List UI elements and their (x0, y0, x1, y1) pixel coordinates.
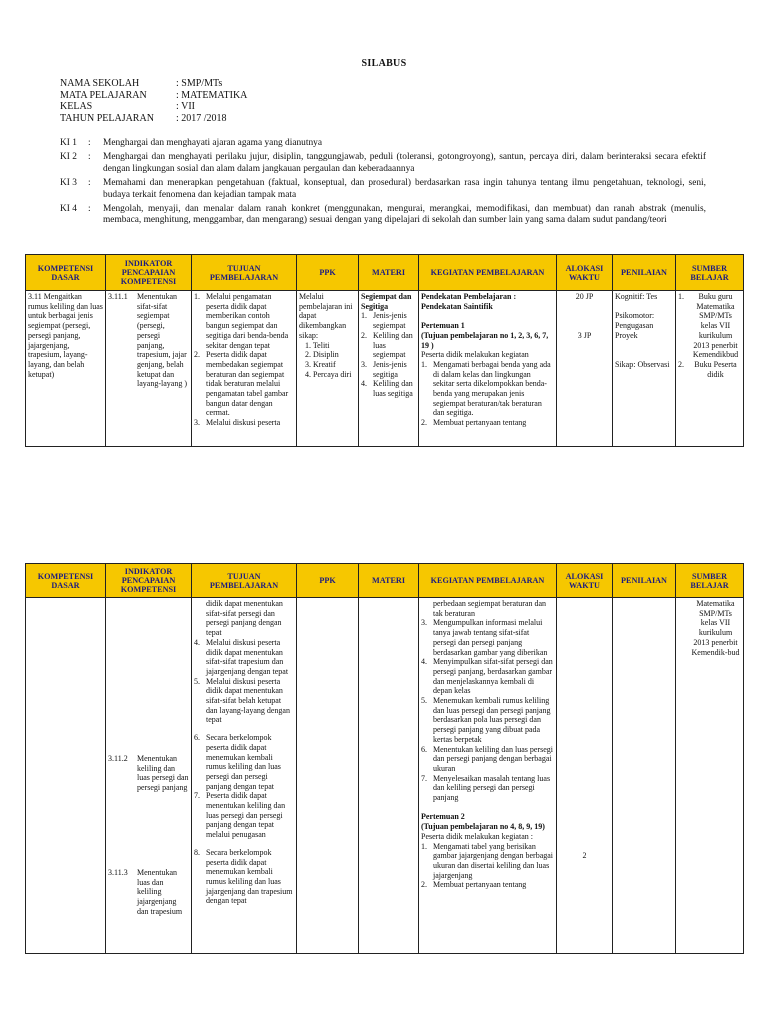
alokasi-cell (557, 291, 613, 447)
list-item (361, 379, 416, 398)
item-text: Jenis-jenis segitiga (373, 359, 407, 379)
item-number: 1. (194, 292, 200, 301)
item-number: 6. (194, 733, 200, 743)
item-text: Melalui diskusi peserta (206, 418, 281, 428)
header-kegiatan: KEGIATAN PEMBELAJARAN (419, 564, 557, 598)
alokasi-total: 20 JP (575, 292, 594, 301)
item-text: Secara berkelompok peserta didik dapat menemukan kembali rumus keliling dan luas persegi dan persegi panjang dengan tepat (206, 733, 281, 791)
item-number: 1. (678, 292, 684, 301)
assessment-cognitive: Kognitif: Tes (615, 292, 658, 301)
kd-text: 3.11 Mengaitkan rumus keliling dan luas untuk berbagai jenis segiempat (persegi, persegi panjang, jajargenjang, trapesium, layang-layang, dan belah ketupat) (28, 292, 103, 379)
header-indikator: INDIKATOR PENCAPAIAN KOMPETENSI (106, 255, 192, 291)
sumber-cell (676, 598, 744, 954)
indikator-text: Menentukan luas dan keliling jajargenjang dan trapesium (137, 867, 183, 916)
ki-colon: : (88, 138, 91, 148)
list-item (194, 292, 294, 350)
penilaian-cell (613, 291, 676, 447)
item-number: 2. (678, 359, 684, 369)
item-number: 3. (194, 418, 200, 428)
list-item (421, 745, 554, 774)
header-materi: MATERI (359, 255, 419, 291)
tujuan-cell (192, 598, 297, 954)
kegiatan-intro: Peserta didik melakukan kegiatan : (421, 831, 533, 841)
item-text: Peserta didik dapat membedakan segiempat beraturan dan segiempat tidak beraturan melalui pengamatan tabel gambar bangun datar dengan cermat. (206, 350, 289, 418)
meta-value: : SMP/MTs (176, 78, 223, 89)
syllabus-table-2 (25, 563, 744, 954)
meta-row-school (60, 78, 247, 90)
objective-ref: (Tujuan pembelajaran no 1, 2, 3, 6, 7, 19 ) (421, 330, 549, 350)
alokasi-meeting: 3 JP (577, 330, 592, 340)
indikator-number: 3.11.2 (108, 754, 128, 763)
item-number: 5. (421, 696, 427, 706)
item-number: 2. (421, 418, 427, 428)
sumber-continued: Matematika SMP/MTs kelas VII kurikulum 2013 penerbit Kemendik-bud (691, 599, 740, 657)
item-number: 2. (194, 350, 200, 360)
list-item (361, 360, 416, 379)
ppk-intro: Melalui pembelajaran ini dapat dikembangkan sikap: (299, 292, 353, 340)
header-alokasi: ALOKASI WAKTU (557, 255, 613, 291)
table-row (26, 291, 744, 447)
kd-cell (26, 291, 106, 447)
item-number: 1. (361, 311, 367, 321)
meta-value: : 2017 /2018 (176, 112, 227, 124)
table-row (26, 598, 744, 954)
list-item (678, 292, 741, 360)
indikator-cell (106, 291, 192, 447)
alokasi-meeting: 2 (582, 851, 587, 860)
item-number: 3. (421, 618, 427, 628)
meta-row-year (60, 113, 247, 125)
kegiatan-approach: Pendekatan Saintifik (421, 301, 493, 311)
list-item (421, 880, 554, 890)
item-text: Melalui diskusi peserta didik dapat menentukan sifat-sifat belah ketupat dan layang-layang dengan tepat (206, 676, 290, 725)
header-ppk: PPK (297, 564, 359, 598)
list-item (194, 733, 294, 791)
list-item (421, 842, 554, 881)
item-text: Mengamati tabel yang berisikan gambar jajargenjang dengan berbagai ukuran dan disertai keliling dan luas jajargenjang (433, 841, 554, 880)
school-info (60, 78, 247, 124)
ki-colon: : (88, 178, 91, 189)
item-text: Menemukan kembali rumus keliling dan luas persegi dan persegi panjang berdasarkan pola luas persegi dan persegi panjang yang dibuat pada kertas berpetak (433, 696, 551, 744)
kegiatan-heading: Pendekatan Pembelajaran : (421, 292, 517, 301)
meta-row-class (60, 101, 247, 113)
item-text: Mengumpulkan informasi melalui tanya jawab tentang sifat-sifat persegi dan persegi panjang berdasarkan gambar yang diberikan (433, 618, 548, 657)
tujuan-cell (192, 291, 297, 447)
item-text: Membuat pertanyaan tentang (433, 418, 527, 428)
meta-label: KELAS (60, 101, 93, 112)
syllabus-table-1 (25, 254, 744, 447)
ppk-cell (297, 598, 359, 954)
item-number: 4. (421, 657, 427, 667)
list-item (421, 618, 554, 657)
list-item (194, 418, 294, 428)
indikator-text: Menentukan keliling dan luas persegi dan persegi panjang (137, 754, 189, 793)
ki-row (60, 152, 706, 175)
item-text: Menyimpulkan sifat-sifat persegi dan persegi panjang, berdasarkan gambar dan menjelaskannya kembali di depan kelas (433, 657, 553, 696)
item-number: 7. (421, 773, 427, 783)
list-item (421, 696, 554, 745)
ki-text: Menghargai dan menghayati perilaku jujur, disiplin, tanggungjawab, peduli (toleransi, gotongroyong), santun, percaya diri, dalam berinteraksi secara efektif dengan lingkungan sosial dan alam dalam jangkauan pergaulan dan keberadaannya (103, 152, 706, 174)
indikator-item (108, 868, 189, 917)
indikator-item (108, 292, 189, 389)
list-item (421, 418, 554, 428)
kd-cell (26, 598, 106, 954)
penilaian-cell (613, 598, 676, 954)
core-competencies (60, 138, 706, 230)
ki-code: KI 4 (60, 204, 77, 215)
kegiatan-cell (419, 598, 557, 954)
list-item (194, 848, 294, 906)
meta-label: MATA PELAJARAN (60, 89, 147, 101)
item-number: 4. (194, 637, 200, 647)
ppk-item: 4. Percaya diri (305, 369, 352, 379)
sumber-cell (676, 291, 744, 447)
ki-text: Mengolah, menyaji, dan menalar dalam ranah konkret (menggunakan, mengurai, merangkai, memodifikasi, dan membuat) dan ranah abstrak (menulis, membaca, menghitung, menggambar, dan mengarang) sesuai dengan yang dipelajari di sekolah dan sumber lain yang sama dalam sudut pandang/teori (103, 204, 706, 226)
header-penilaian: PENILAIAN (613, 564, 676, 598)
meta-label: NAMA SEKOLAH (60, 78, 140, 89)
ki-row (60, 178, 706, 201)
item-number: 8. (194, 847, 200, 857)
header-sumber: SUMBER BELAJAR (676, 564, 744, 598)
ppk-cell (297, 291, 359, 447)
header-indikator: INDIKATOR PENCAPAIAN KOMPETENSI (106, 564, 192, 598)
alokasi-cell (557, 598, 613, 954)
meta-label: TAHUN PELAJARAN (60, 112, 154, 124)
list-item (194, 791, 294, 840)
meta-value: : MATEMATIKA (176, 89, 248, 101)
header-penilaian: PENILAIAN (613, 255, 676, 291)
list-item (361, 311, 416, 330)
materi-cell (359, 598, 419, 954)
meta-value: : VII (176, 101, 195, 112)
ki-code: KI 1 (60, 138, 77, 148)
list-item (678, 360, 741, 379)
item-text: Keliling dan luas segiempat (373, 330, 413, 360)
ki-code: KI 3 (60, 178, 77, 189)
item-number: 2. (361, 330, 367, 340)
ki-text: Memahami dan menerapkan pengetahuan (faktual, konseptual, dan prosedural) berdasarkan rasa ingin tahunya tentang ilmu pengetahuan, teknologi, seni, budaya terkait fenomena dan kejadian tampak mata (103, 178, 706, 200)
item-text: Membuat pertanyaan tentang (433, 880, 527, 890)
assessment-attitude: Sikap: Observasi (615, 359, 670, 369)
header-materi: MATERI (359, 564, 419, 598)
ki-colon: : (88, 204, 91, 215)
indikator-text: Menentukan sifat-sifat segiempat (persegi, persegi panjang, trapesium, jajar genjang, belah ketupat dan layang-layang ) (137, 292, 187, 389)
ki-text: Menghargai dan menghayati ajaran agama yang dianutnya (103, 138, 323, 148)
list-item (421, 360, 554, 418)
indikator-number: 3.11.1 (108, 292, 128, 301)
tujuan-continued: didik dapat menentukan sifat-sifat persegi dan persegi panjang dengan tepat (206, 599, 283, 638)
table-header-row (26, 255, 744, 291)
meta-row-subject (60, 90, 247, 102)
item-text: Menyelesaikan masalah tentang luas dan keliling persegi dan persegi panjang (433, 773, 551, 803)
page-title: SILABUS (361, 58, 407, 69)
ki-colon: : (88, 152, 91, 163)
header-kompetensi-dasar: KOMPETENSI DASAR (26, 255, 106, 291)
list-item (421, 774, 554, 803)
indikator-item (108, 754, 189, 793)
materi-title: Segiempat dan Segitiga (361, 292, 412, 311)
kegiatan-continued: perbedaan segiempat beraturan dan tak beraturan (433, 599, 547, 618)
header-tujuan: TUJUAN PEMBELAJARAN (192, 564, 297, 598)
item-number: 4. (361, 379, 367, 389)
kegiatan-intro: Peserta didik melakukan kegiatan (421, 350, 529, 360)
item-text: Buku guru Matematika SMP/MTs kelas VII kurikulum 2013 penerbit Kemendikbud (692, 292, 739, 360)
ppk-item: 3. Kreatif (305, 359, 336, 369)
objective-ref: (Tujuan pembelajaran no 4, 8, 9, 19) (421, 822, 545, 832)
header-kegiatan: KEGIATAN PEMBELAJARAN (419, 255, 557, 291)
assessment-psychomotor: Psikomotor: Pengugasan Proyek (615, 311, 655, 340)
meeting-title: Pertemuan 2 (421, 812, 465, 822)
ki-code: KI 2 (60, 152, 77, 163)
indikator-number: 3.11.3 (108, 867, 128, 877)
item-text: Secara berkelompok peserta didik dapat menemukan kembali rumus keliling dan luas jajargenjang dan trapesium dengan tepat (206, 847, 293, 906)
header-alokasi: ALOKASI WAKTU (557, 564, 613, 598)
item-number: 3. (361, 359, 367, 369)
ppk-item: 1. Teliti (305, 340, 330, 350)
item-number: 1. (421, 841, 427, 851)
meeting-title: Pertemuan 1 (421, 321, 465, 331)
list-item (361, 331, 416, 360)
item-number: 6. (421, 744, 427, 754)
item-text: Buku Peserta didik (694, 359, 737, 379)
header-tujuan: TUJUAN PEMBELAJARAN (192, 255, 297, 291)
ppk-item: 2. Disiplin (305, 350, 339, 360)
table-header-row (26, 564, 744, 598)
item-text: Melalui pengamatan peserta didik dapat memberikan contoh bangun segiempat dan segitiga dari benda-benda sekitar dengan tepat (206, 292, 289, 350)
item-text: Melalui diskusi peserta didik dapat menentukan sifat-sifat trapesium dan jajargenjang dengan tepat (206, 637, 289, 676)
item-number: 7. (194, 791, 200, 801)
indikator-cell (106, 598, 192, 954)
item-text: Peserta didik dapat menentukan keliling dan luas persegi dan persegi panjang dengan tepat melalui penugasan (206, 791, 286, 840)
kegiatan-cell (419, 291, 557, 447)
materi-cell (359, 291, 419, 447)
item-text: Menentukan keliling dan luas persegi dan persegi panjang dengan berbagai ukuran (433, 744, 553, 773)
header-ppk: PPK (297, 255, 359, 291)
list-item (194, 677, 294, 726)
list-item (421, 657, 554, 696)
header-sumber: SUMBER BELAJAR (676, 255, 744, 291)
ki-row (60, 138, 706, 149)
item-number: 1. (421, 359, 427, 369)
item-text: Keliling dan luas segitiga (373, 379, 413, 399)
item-number: 2. (421, 880, 427, 890)
list-item (194, 638, 294, 677)
list-item (194, 350, 294, 418)
item-text: Mengamati berbagai benda yang ada di dalam kelas dan lingkungan sekitar serta dikelompokkan benda-benda yang merupakan jenis segiempat beraturan/tak beraturan dan segitiga. (433, 359, 551, 418)
item-number: 5. (194, 676, 200, 686)
header-kompetensi-dasar: KOMPETENSI DASAR (26, 564, 106, 598)
item-text: Jenis-jenis segiempat (373, 311, 407, 331)
ki-row (60, 204, 706, 227)
